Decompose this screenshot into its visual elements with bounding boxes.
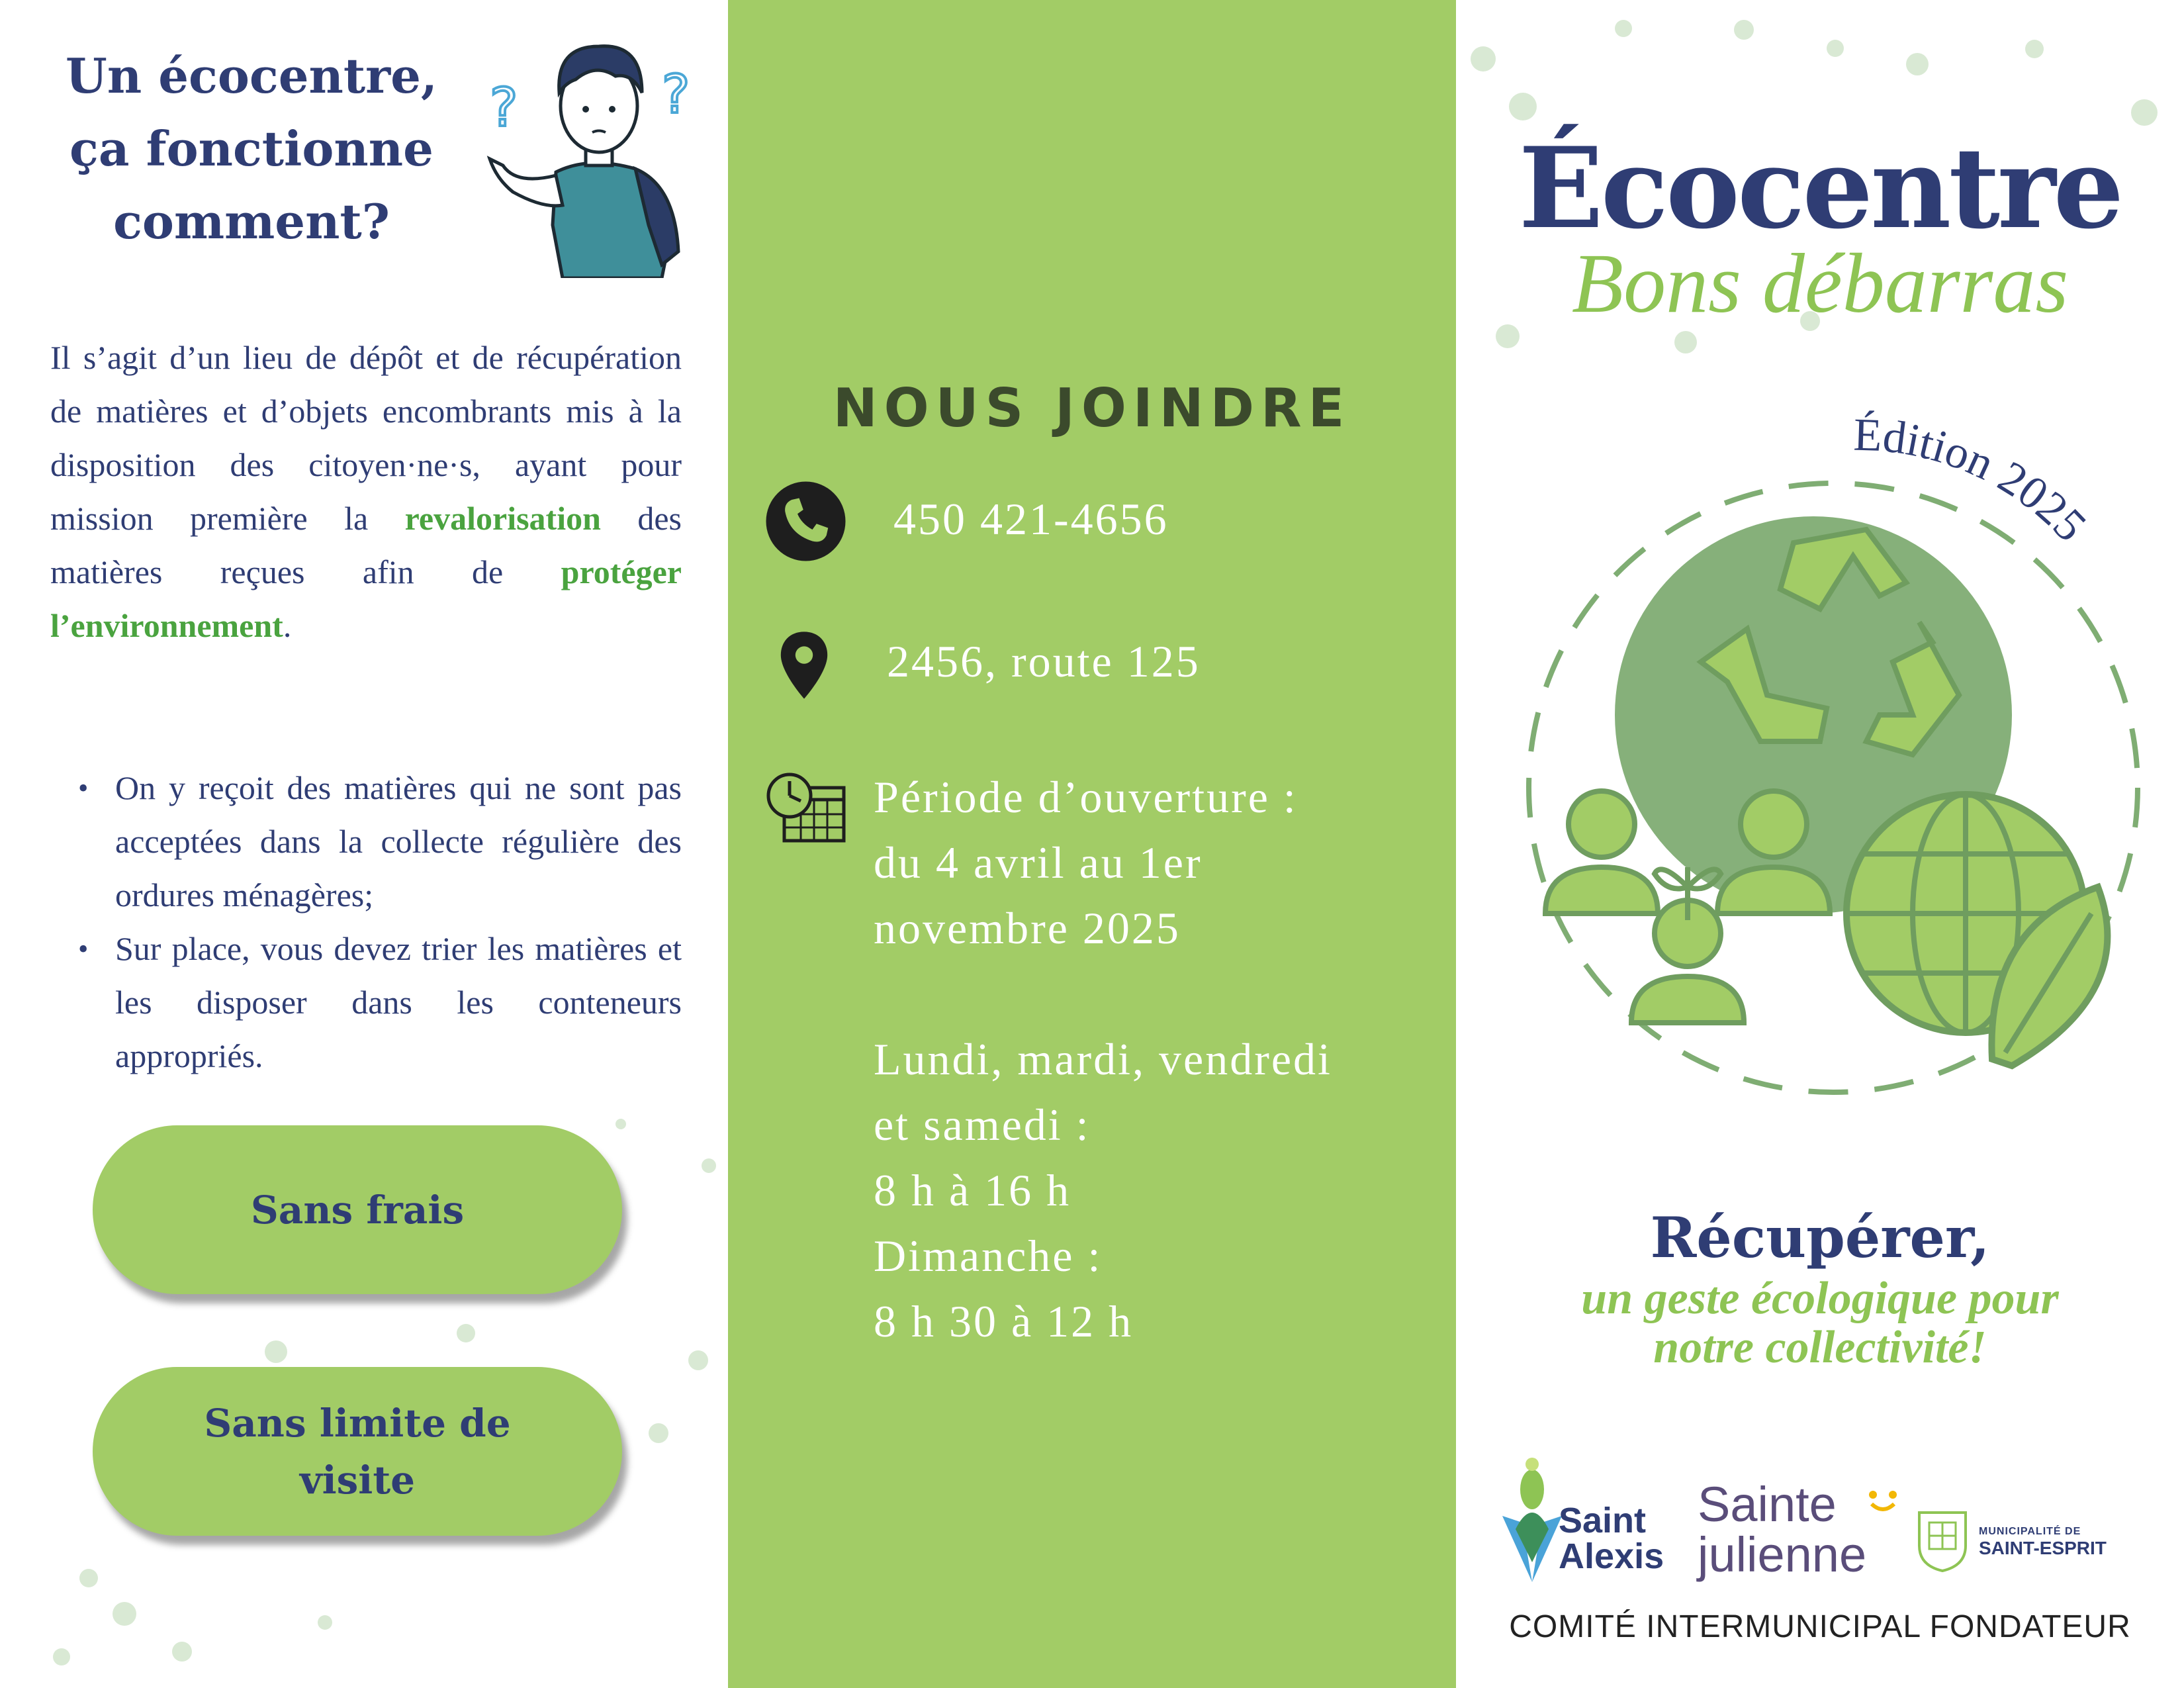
- period-dates: du 4 avril au 1er: [874, 837, 1203, 888]
- speckle: [172, 1642, 192, 1662]
- speckle: [1674, 331, 1697, 353]
- highlight-environment: protéger l’environnement: [50, 553, 682, 644]
- logo-label: MUNICIPALITÉ DE: [1979, 1526, 2081, 1537]
- bullet-item: • On y reçoit des matières qui ne sont pas acceptées dans la collecte régulière des ordures ménagères;: [73, 761, 682, 922]
- globe-leaf-icon: [1846, 794, 2107, 1066]
- sunday-label: Dimanche :: [874, 1231, 1103, 1281]
- intro-text: Il s’agit d’un lieu de dépôt et de récupération de matières et d’objets encombrants mis à la disposition des citoyen·ne·s, ayant pour mission première la: [50, 339, 682, 537]
- spacer: [874, 961, 1443, 1027]
- weekday-label: Lundi, mardi, vendredi: [874, 1034, 1332, 1084]
- svg-text:Édition 2025: [1852, 410, 2095, 551]
- founder-committee: COMITÉ INTERMUNICIPAL FONDATEUR: [1509, 1609, 2131, 1644]
- opening-hours: [874, 765, 1443, 1354]
- speckle: [457, 1324, 475, 1342]
- unlimited-visits-badge: [93, 1367, 622, 1536]
- tagline-line: un geste écologique pour: [1581, 1273, 2059, 1324]
- left-panel: [0, 0, 728, 1688]
- smile-icon: [1866, 1489, 1899, 1516]
- phone-icon: [764, 480, 847, 563]
- speckle: [1827, 40, 1844, 57]
- eco-emblem-illustration: [1482, 410, 2184, 1145]
- period-label: Période d’ouverture :: [874, 772, 1298, 822]
- period-dates: novembre 2025: [874, 903, 1181, 953]
- location-pin-icon: [774, 629, 834, 702]
- weekday-hours: 8 h à 16 h: [874, 1165, 1071, 1215]
- speckle: [1615, 20, 1632, 37]
- bullet-item: • Sur place, vous devez trier les matières et les disposer dans les conteneurs appropriés.: [73, 922, 682, 1083]
- logo-label: Sainte: [1698, 1477, 1837, 1532]
- intro-text: des matières reçues afin de: [50, 500, 682, 590]
- intro-text: .: [283, 607, 292, 644]
- saint-esprit-crest-icon: [1913, 1506, 1972, 1572]
- speckle: [2025, 40, 2044, 58]
- speckle: [318, 1615, 332, 1630]
- tagline-subheading: [1456, 1274, 2184, 1372]
- logo-label: julienne: [1698, 1527, 1867, 1582]
- speckle: [702, 1158, 716, 1173]
- speckle: [113, 1602, 136, 1626]
- tagline-line: notre collectivité!: [1653, 1322, 1987, 1373]
- badge-label-line: Sans limite de: [204, 1400, 511, 1446]
- logo-label: SAINT-ESPRIT: [1979, 1538, 2107, 1558]
- speckle: [2131, 99, 2158, 126]
- speckle: [1471, 46, 1496, 71]
- badge-label: [204, 1395, 510, 1509]
- address: 2456, route 125: [887, 636, 1201, 686]
- speckle: [1509, 93, 1537, 120]
- calendar-clock-icon: [764, 768, 847, 844]
- badge-label: Sans frais: [250, 1187, 465, 1233]
- tagline-heading: Récupérer,: [1650, 1205, 1990, 1270]
- edition-label: Édition 2025: [1852, 410, 2096, 551]
- left-title: Un écocentre, ça fonctionne comment?: [66, 48, 437, 250]
- badge-label-line: visite: [299, 1457, 416, 1503]
- brand-title: Écocentre: [1518, 122, 2122, 254]
- speckle: [1734, 20, 1754, 40]
- saint-alexis-logo-mark: [1496, 1456, 1569, 1582]
- intro-paragraph: [50, 331, 682, 653]
- phone-number: 450 421-4656: [893, 494, 1169, 544]
- weekday-label: et samedi :: [874, 1100, 1091, 1150]
- speckle: [265, 1340, 287, 1363]
- saint-alexis-logo: [1559, 1503, 1664, 1574]
- middle-panel: [728, 0, 1456, 1688]
- speckle: [53, 1648, 70, 1665]
- right-panel: [1456, 0, 2184, 1688]
- svg-text:?: ?: [490, 77, 518, 138]
- brand-subtitle: Bons débarras: [1571, 236, 2069, 330]
- confused-person-illustration: [477, 26, 702, 278]
- highlight-revalorisation: revalorisation: [404, 500, 601, 537]
- speckle: [649, 1423, 668, 1443]
- contact-heading: NOUS JOINDRE: [833, 377, 1351, 439]
- info-bullet-list: [73, 761, 682, 1083]
- svg-text:?: ?: [662, 64, 690, 125]
- sainte-julienne-logo: [1698, 1479, 1866, 1580]
- sunday-hours: 8 h 30 à 12 h: [874, 1296, 1134, 1346]
- speckle: [688, 1350, 708, 1370]
- speckle: [1906, 53, 1929, 75]
- free-of-charge-badge: [93, 1125, 622, 1294]
- logo-label: Alexis: [1559, 1536, 1664, 1576]
- speckle: [615, 1119, 626, 1129]
- saint-esprit-logo: [1979, 1526, 2107, 1559]
- speckle: [79, 1569, 98, 1587]
- logo-label: Saint: [1559, 1501, 1647, 1540]
